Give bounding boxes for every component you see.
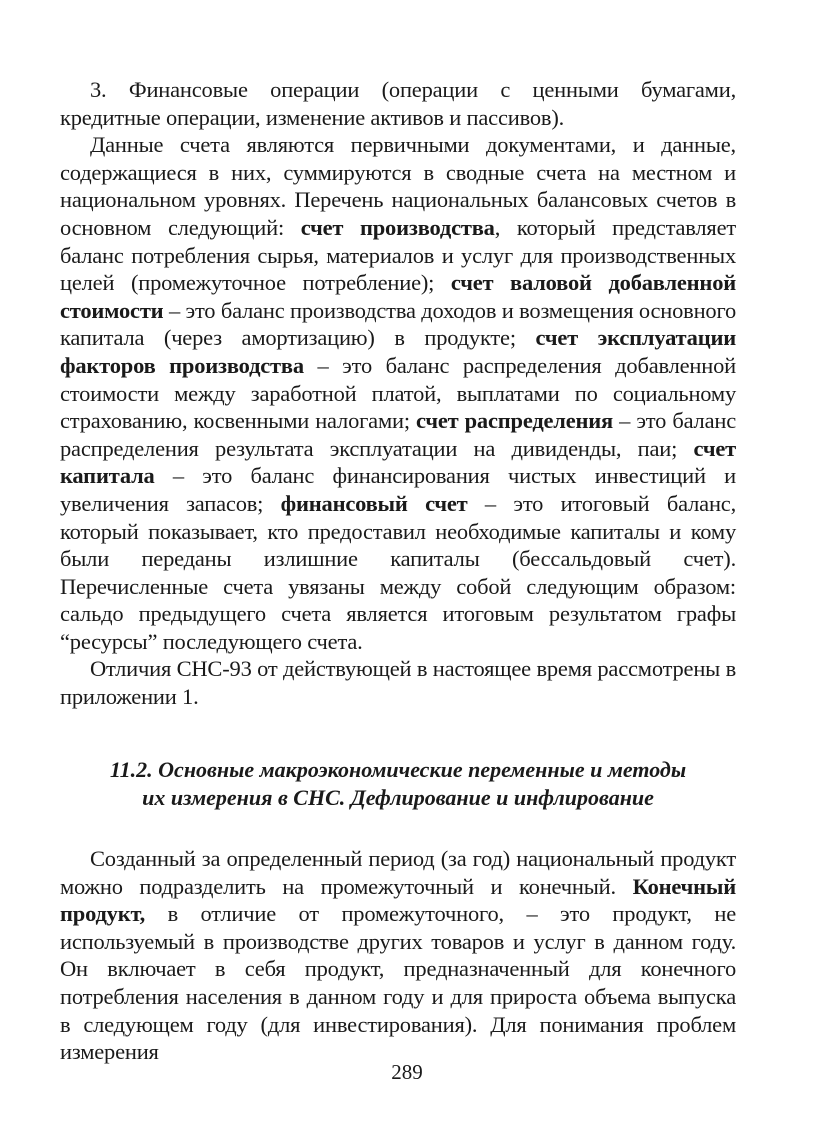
text-span: Данные счета являются первичными документами, и данные, содержащиеся в них, суммируются в сводные счета на местном и национальном уровнях. Перечень национальных балансовых счетов в основном следующий: [60, 132, 736, 240]
term-distribution-account: счет распределения [416, 408, 614, 434]
section-heading-line-1: 11.2. Основные макроэкономические переменные и методы [109, 757, 687, 782]
paragraph-final-product [60, 845, 736, 1066]
text-span: – это баланс распределения добавленной стоимости между заработной платой, выплатами по социальному страхованию, косвенными налогами; [60, 352, 736, 434]
text-block-top [60, 76, 736, 711]
text-span: – это баланс распределения результата эксплуатации на дивиденды, паи; [60, 408, 736, 461]
text-span: Созданный за определенный период (за год) национальный продукт можно подразделить на промежуточный и конечный. [60, 846, 736, 899]
text-block-bottom [60, 845, 736, 1066]
page-number: 289 [391, 1060, 423, 1084]
text-span: , который представляет баланс потребления сырья, материалов и услуг для производственных целей (промежуточное потребление); [60, 214, 736, 296]
term-financial-account: финансовый счет [280, 490, 468, 516]
text-span: – это итоговый баланс, который показывает, кто предоставил необходимые капиталы и кому были переданы излишние капиталы (бессальдовый счет). Перечисленные счета увязаны между собой следующим образом: сальдо предыдущего счета является итоговым результатом графы “ресурсы” последующего счета. [60, 490, 736, 654]
section-heading-line-2: их измерения в СНС. Дефлирование и инфлирование [142, 785, 654, 810]
paragraph-sns93-differences: Отличия СНС-93 от действующей в настоящее время рассмотрены в приложении 1. [60, 656, 736, 710]
term-gross-value-added-account: счет валовой добавленной стоимости [60, 270, 737, 323]
paragraph-accounts-list [60, 131, 736, 655]
paragraph-financial-operations: 3. Финансовые операции (операции с ценными бумагами, кредитные операции, изменение активов и пассивов). [60, 77, 736, 130]
term-exploitation-account: счет эксплуатации факторов производства [60, 325, 737, 378]
term-capital-account: счет капитала [60, 435, 736, 489]
text-span: – это баланс финансирования чистых инвестиций и увеличения запасов; [60, 463, 736, 516]
term-final-product: Конечный продукт, [60, 873, 736, 927]
section-heading [60, 756, 736, 812]
text-span: – это баланс производства доходов и возмещения основного капитала (через амортизацию) в продукте; [60, 297, 736, 351]
text-span: в отличие от промежуточного, – это продукт, не используемый в производстве других товаров и услуг в данном году. Он включает в себя продукт, предназначенный для конечного потребления населения в данном году и для прироста объема выпуска в следующем году (для инвестирования). Для понимания проблем измерения [60, 901, 736, 1065]
term-production-account: счет производства [300, 214, 495, 240]
